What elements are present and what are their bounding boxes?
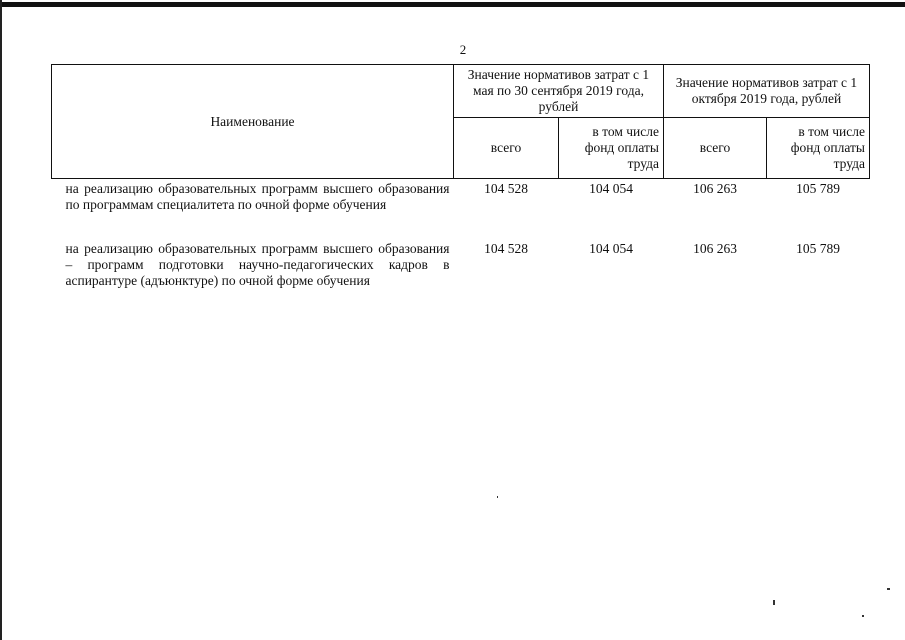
scan-speck xyxy=(773,600,775,605)
scan-speck xyxy=(887,588,890,590)
row-name xyxy=(52,235,454,291)
scan-top-border xyxy=(0,2,905,7)
header-name: Наименование xyxy=(52,65,454,179)
header-total-1: всего xyxy=(454,118,559,179)
row-name-text: на реализацию образовательных программ высшего образования – программ подготовки научно-педагогических кадров в аспирантуре (адъюнктуре) по очной форме обучения xyxy=(65,241,450,288)
page-number: 2 xyxy=(459,42,467,57)
norms-table xyxy=(51,64,870,291)
header-incl-fund-1: в том числе фонд оплаты труда xyxy=(559,118,664,179)
scan-speck xyxy=(862,615,864,617)
header-incl-fund-2: в том числе фонд оплаты труда xyxy=(767,118,870,179)
scan-left-border xyxy=(0,0,2,640)
row-g2-fund: 105 789 xyxy=(796,181,840,196)
row-g1-total: 104 528 xyxy=(484,181,528,196)
scan-speck xyxy=(497,496,498,498)
header-period-from-oct: Значение нормативов затрат с 1 октября 2019 года, рублей xyxy=(664,65,870,118)
row-g1-total: 104 528 xyxy=(484,241,528,256)
row-g2-total: 106 263 xyxy=(693,181,737,196)
header-total-2: всего xyxy=(664,118,767,179)
row-name xyxy=(52,179,454,236)
row-g1-fund: 104 054 xyxy=(589,241,633,256)
row-g2-total: 106 263 xyxy=(693,241,737,256)
table-row xyxy=(52,235,870,291)
row-name-text: на реализацию образовательных программ высшего образования по программам специалитета по очной форме обучения xyxy=(65,181,450,212)
row-g1-fund: 104 054 xyxy=(589,181,633,196)
row-g2-fund: 105 789 xyxy=(796,241,840,256)
table-row xyxy=(52,179,870,236)
header-period-may-sept: Значение нормативов затрат с 1 мая по 30 сентября 2019 года, рублей xyxy=(454,65,664,118)
